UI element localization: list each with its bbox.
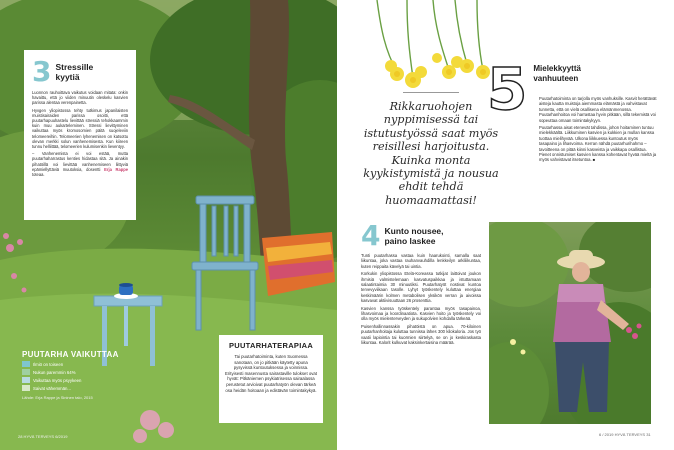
stress-title-line1: Stressille [55,62,94,72]
therapy-title: PUUTARHATERAPIAA [228,341,314,350]
stat-swatch [22,369,30,375]
source-note: Lähde: Erja Rappe ja Sininen talo, 2015 [22,395,93,400]
section-5-title-line2: vanhuuteen [533,74,579,83]
therapy-box [219,335,323,423]
section-4-paragraph: Korkukin yliopistossa Etelä-Koreassa tutkijat laittoivat joukon ihmisiä valmistelemaan kasvatuspaikkaa ja istuttamaan salaatintaimia 30 minuutiksi. Puutarhatyöt nostivat kuntoa tervevyviikaan tasolle. Lyhyt työskentely kuluttaa energiaa keskimäärin kolmen metabolisen yksikön verran ja aivoissa kasvavat aktiivisuuttaan 26 prosenttia. [361,271,481,304]
garden-effects-box [22,350,132,400]
stat-label: Ilmiö on toiseen [33,361,64,367]
pull-quote: Rikkaruohojen nyppimisessä tai istutustyössä saat myös reisillesi harjoitusta. Kuinka monta kyykistymistä ja nousua ehdit tehdä huomaamattasi! [363,100,499,207]
section-4-title [384,226,443,246]
left-page-footer: 28 HYVÄ TERVEYS 6/2019 [18,434,68,439]
stress-body [32,90,128,177]
section-4-paragraph: Puisenhallinnassakin pihatöistä on apua. 70-kiloinen puutarhanhoitaja kuluttaa tunnissa lähes 300 kilokaloria. Jos työ vaatii lapiointia tai kuormien siirtelyä, se on jo keskiraskasta liikuntaa. Kalorit kulkuvat kaksinkertaisina määrää. [361,323,481,346]
stress-heading [32,55,128,88]
therapy-text: Tai puutarhatoiminta, kuten Suomessa sanotaan, on jo pitkään käytetty apuna pysyvissä kuntoutuksessa ja voinnissa. Erityisesti masennusta sairastaville tulokset ovat hyvät: Pitkäniemen psykiatrisessa sairaalassa perustetut arvioivat puutarhatyön olevan tärkeä osa heidän hoitoaan ja edistävän toimintakykyä. [225,354,317,393]
stat-row [22,361,132,367]
section-4-body [361,253,481,346]
section-4-title-line2: paino laskee [384,236,436,246]
stat-label: Nukun paremmin 64% [33,369,76,375]
gardener-illustration [489,222,651,424]
stress-paragraph: Hyvgen yliopistossa tehty tutkimus japanilaisten muistisairaiden parissa osoitti, että puutarhapuuhastelu lievittää stressiä tehokkaammin kuin muu aukarteleminen. Stressi lievittyminen vaikuttaa myös kromosomien päitä suojeleviin telomeereihin. Telomeerien lyhenemisen on katsottu olevan merkki solun vanhenemisesta. Kun kiireen tunnu helliittää, telomeerien kulumisenkin lieventyy. [32,107,128,150]
stat-swatch [22,361,30,367]
stress-paragraph: Luonnon rauhoittava vaikutus voidaan mitata: onkin havaittu, että jo viiden minuutin oleskelu kasvien parissa alentaa verenpainetta. [32,90,128,106]
right-page [337,0,674,450]
stat-swatch [22,377,30,383]
section-4-block [361,219,481,348]
section-number-5: 5 [487,55,528,123]
stress-paragraph-text: – Vanhenemista ei voi estää, mutta puutarhaharrastus kenties hidastaa sitä. Ja ainakin pihatöillä voi lievittää vanhenemiseen liittyviä epämiellyttäviä muutoksia, dosentti [32,151,128,172]
stat-row [22,377,132,383]
section-5-title-line1: Mielekkyyttä [533,64,581,73]
stat-row [22,369,132,375]
section-5-paragraph [539,125,657,163]
section-5-paragraph: Puutarhatoiminta on tarjolla myös vanhuksille. Kasvit herättävät aisteja kautta muistoja aiemmasta elämästä ja vahvistavat tunnetta, että on vielä osallisena elämänmenossa. Puutarhanhoitoa voi harrastaa hyvin pitkään, sillä tekemistä voi sopeuttaa omaan toimintakykyyn. [539,96,657,123]
stat-swatch [22,385,30,391]
stress-title [55,62,93,82]
section-5-body [539,96,657,165]
author-signature: Erja Rappe [104,166,129,172]
end-mark-icon: ■ [592,157,596,163]
section-number-4: 4 [361,219,381,252]
section-4-paragraph: Kasvien kanssa työskentely parantaa myös tasapainoa, lihasvoimaa ja koordinaatiota. Kasvien hoito ja työskentely voi olla myös mielenterveyden ja sukupolvien kohdalla tärkeää. [361,305,481,322]
gardener-photo [489,222,651,424]
garden-effects-title: PUUTARHA VAIKUTTAA [22,350,119,359]
stat-label: Saivat vähemmän... [33,385,71,391]
stat-row [22,385,132,391]
stress-title-line2: kyytiä [55,72,80,82]
signature-tail: toteaa. [32,172,45,178]
quote-rule [403,92,459,93]
section-4-paragraph: Tunti puutarhassa vastaa kuin haarukointi, samalla saat liikuntaa, joka vastaa rauhanvauhdilla lenkkeilyn arkiliikuntaa, kuten reippaita kävelyä tai uintia. [361,253,481,269]
stat-label: Vaikuttaa myös psyykeen [33,377,82,383]
section-number-3: 3 [32,55,52,88]
section-4-title-line1: Kunto nousee, [384,226,444,236]
section-4-heading [361,219,481,252]
right-page-footer: 6 / 2019 HYVÄ TERVEYS 31 [599,432,651,437]
stress-article-box [24,50,136,220]
section-5-paragraph-text: Puutarhassa aisat etenevät tahdissa, johon hoitaminen tuntuu mielekkäältä. Liikkuminen kasvien ja kukkien ja mullan kanssa tuottaa mielihyvää. Ulkona liikkuessa kuntoutus myös tasapaino ja lihasvoima. Kerran nähdä puutarhurihahmo – tavoitteena on pitää kiinni kasveista ja vaikkapa osallistua. Pienet onnistumiset kasvien kanssa kohentavat hyvää mieltä ja myös vahvistavat itsetuntoa. [539,125,657,163]
section-5-title [533,64,581,84]
stress-paragraph [32,151,128,177]
